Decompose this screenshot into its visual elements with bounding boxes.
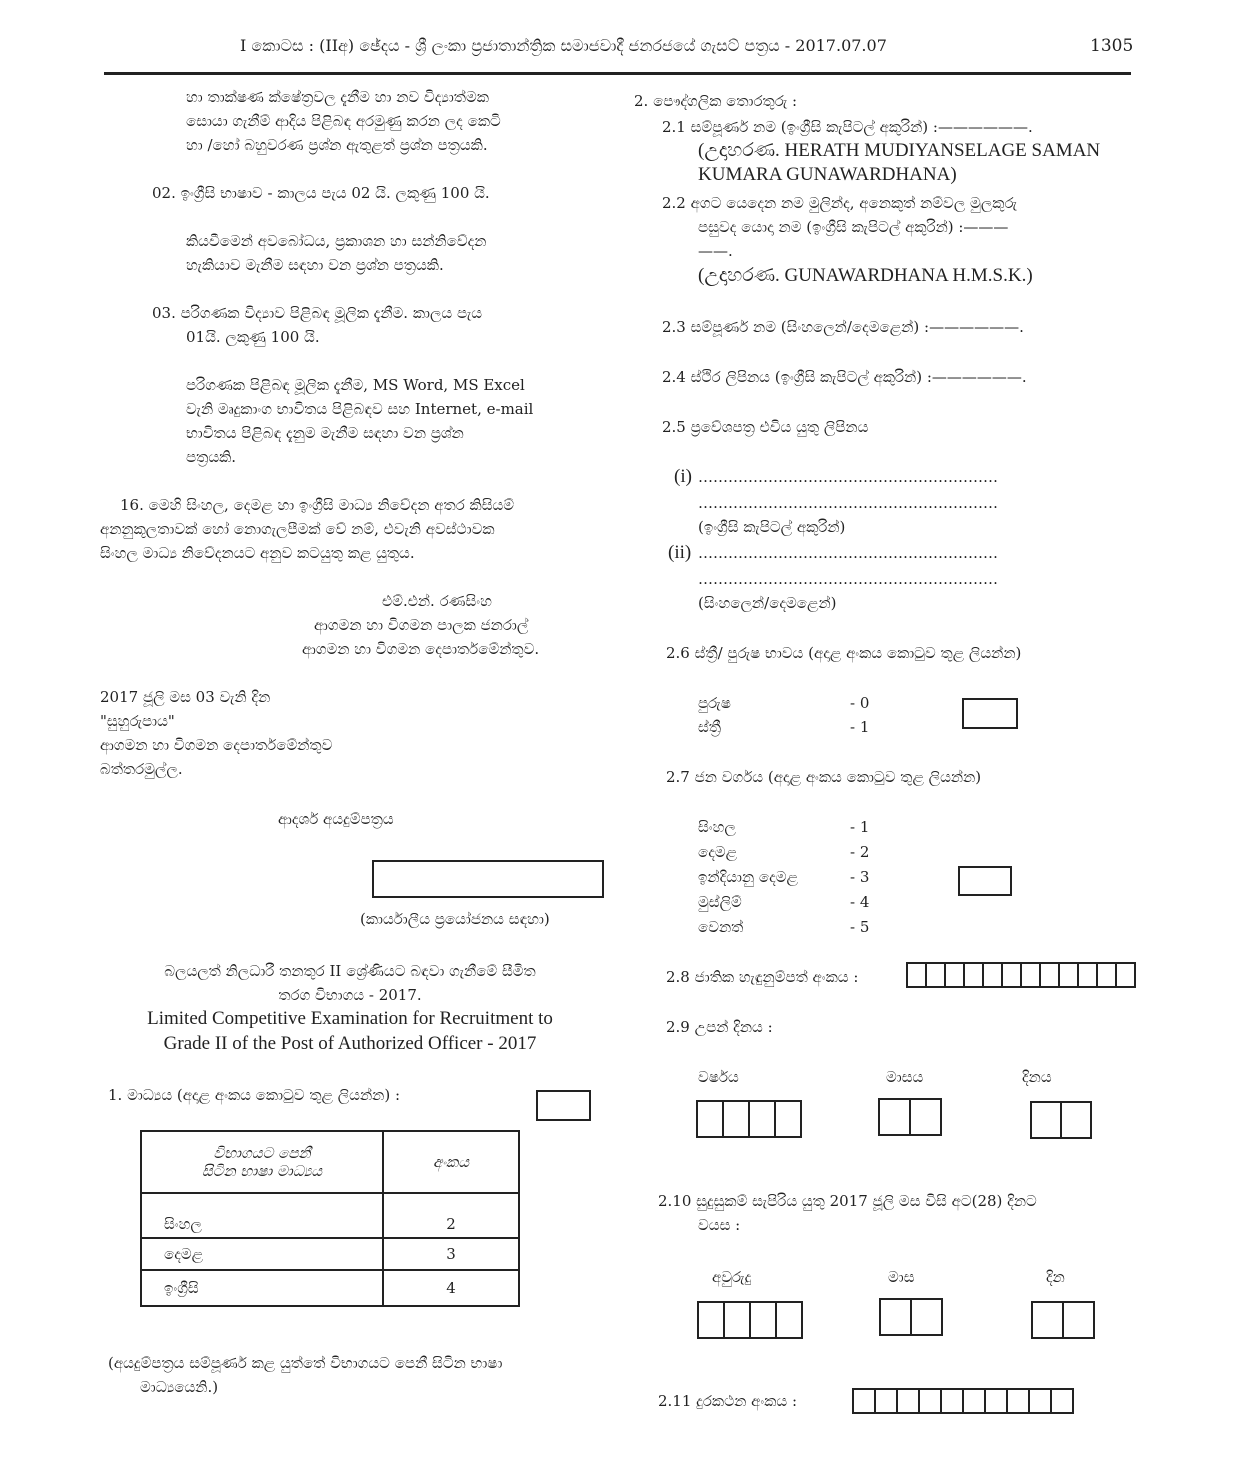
address-i-line[interactable]: …………………………………………………… xyxy=(698,494,998,512)
address-ii-line[interactable]: …………………………………………………… xyxy=(698,544,998,562)
ethnicity-option-label: දෙමළ xyxy=(698,843,738,861)
table-cell-code: 2 xyxy=(383,1193,519,1238)
item-02-desc: හැකියාව මැනීම සඳහා වන ප්‍රශ්න පත්‍රයකි. xyxy=(186,256,444,274)
phone-number-boxes[interactable] xyxy=(852,1388,1074,1414)
address-line: 2017 ජූලි මස 03 වැනි දින xyxy=(100,688,271,706)
medium-code-box[interactable] xyxy=(536,1090,591,1121)
address-ii-note: (සිංහලෙන්/දෙමළෙන්) xyxy=(698,594,837,612)
dob-day-label: දිනය xyxy=(1022,1068,1052,1086)
table-header-medium xyxy=(141,1131,383,1193)
page-number: 1305 xyxy=(1090,36,1134,56)
item-03-title: 01යි. ලකුණු 100 යි. xyxy=(186,328,320,346)
gender-option-code: - 0 xyxy=(850,694,870,712)
field-2-1-label: 2.1 සම්පූර්ණ නම (ඉංග්‍රීසි කැපිටල් අකුරින්) :——————. xyxy=(662,118,1033,136)
dob-day-boxes[interactable] xyxy=(1030,1101,1092,1139)
field-2-8-label: 2.8 ජාතික හැඳුනුම්පත් අංකය : xyxy=(666,968,859,986)
para-16: 16. මෙහි සිංහල, දෙමළ හා ඉංග්‍රීසි මාධ්‍ය නිවේදන අතර කිසියම් xyxy=(120,496,515,514)
item-03-desc: පරිගණක පිළිබඳ මූලික දැනීම, MS Word, MS Excel xyxy=(186,376,525,394)
office-use-label: (කාර්යාලීය ප්‍රයෝජනය සඳහා) xyxy=(360,910,550,928)
item-02-title: 02. ඉංග්‍රීසි භාෂාව - කාලය පැය 02 යි. ලකුණු 100 යි. xyxy=(152,184,490,202)
note-line: මාධ්‍යයෙනි.) xyxy=(140,1378,219,1396)
table-header-code: අංකය xyxy=(383,1131,519,1193)
field-2-2-label: 2.2 අගට යෙදෙන නම මුලින්ද, අනෙකුත් නම්වල මුලකුරු xyxy=(662,194,1017,212)
item-03-desc: වැනි මෘදුකාංග භාවිතය පිළිබඳව සහ Internet, e-mail xyxy=(186,400,534,418)
field-2-1-example: (උදාහරණ. HERATH MUDIYANSELAGE SAMAN xyxy=(698,140,1101,161)
table-cell-medium: ඉංග්‍රීසි xyxy=(141,1270,383,1306)
age-months-boxes[interactable] xyxy=(879,1298,943,1336)
table-header-line: සිටින භාෂා මාධ්‍යය xyxy=(201,1162,323,1180)
address-ii-label: (ii) xyxy=(668,542,692,563)
gazette-header-title: I කොටස : (IIඅ) ඡේදය - ශ්‍රී ලංකා ප්‍රජාතාන්ත්‍රික සමාජවාදී ජනරජයේ ගැසට් පත්‍රය - 2017.07.07 xyxy=(240,36,887,55)
field-2-7-label: 2.7 ජන වර්ගය (අදාළ අංකය කොටුව තුළ ලියන්න) xyxy=(666,768,982,786)
nic-number-boxes[interactable] xyxy=(906,962,1136,988)
ethnicity-option-label: සිංහල xyxy=(698,818,736,836)
field-2-10-label: 2.10 සුදුසුකම් සැපිරිය යුතු 2017 ජූලි මස විසි අට(28) දිනට xyxy=(658,1192,1037,1210)
gender-option-label: පුරුෂ xyxy=(698,694,731,712)
ethnicity-option-code: - 3 xyxy=(850,868,870,886)
field-2-2-example: (උදාහරණ. GUNAWARDHANA H.M.S.K.) xyxy=(698,265,1033,286)
note-line: (අයදුම්පත්‍රය සම්පූර්ණ කළ යුත්තේ විභාගයට පෙනී සිටින භාෂා xyxy=(108,1354,503,1372)
address-ii-line[interactable]: …………………………………………………… xyxy=(698,570,998,588)
exam-title-en: Grade II of the Post of Authorized Officer - 2017 xyxy=(163,1033,537,1054)
para-16: සිංහල මාධ්‍ය නිවේදනයට අනුව කටයුතු කළ යුතුය. xyxy=(100,544,415,562)
address-line: බත්තරමුල්ල. xyxy=(100,760,183,778)
para-16: අනනුකූලතාවක් හෝ නොගැලපීමක් වේ නම්, එවැනි අවස්ථාවක xyxy=(100,520,495,538)
field-2-3-label: 2.3 සම්පූර්ණ නම (සිංහලෙන්/දෙමළෙන්) :——————. xyxy=(662,318,1024,336)
table-cell-code: 3 xyxy=(383,1238,519,1270)
field-2-10-label: වයස : xyxy=(698,1216,741,1234)
field-2-11-label: 2.11 දුරකථන අංකය : xyxy=(658,1392,798,1410)
ethnicity-option-label: මුස්ලිම් xyxy=(698,893,742,911)
field-2-4-label: 2.4 ස්ථිර ලිපිනය (ඉංග්‍රීසි කැපිටල් අකුරින්) :——————. xyxy=(662,368,1027,386)
signature-dept: ආගමන හා විගමන දෙපාර්තමේන්තුව. xyxy=(302,640,540,658)
office-use-box xyxy=(372,860,604,898)
address-i-label: (i) xyxy=(674,466,692,487)
age-days-boxes[interactable] xyxy=(1031,1301,1095,1339)
gender-option-label: ස්ත්‍රී xyxy=(698,718,721,736)
item-03-desc: පත්‍රයකි. xyxy=(186,448,237,466)
age-days-label: දින xyxy=(1046,1268,1065,1286)
signature-name: එම්.එන්. රණසිංහ xyxy=(382,592,492,610)
address-i-line[interactable]: …………………………………………………… xyxy=(698,468,998,486)
field-2-6-label: 2.6 ස්ත්‍රී/ පුරුෂ භාවය (අදාළ අංකය කොටුව තුළ ලියන්න) xyxy=(666,644,1022,662)
ethnicity-option-code: - 4 xyxy=(850,893,870,911)
field-2-9-label: 2.9 උපන් දිනය : xyxy=(666,1018,773,1036)
ethnicity-option-label: ඉන්දියානු දෙමළ xyxy=(698,868,799,886)
item-02-desc: කියවීමෙන් අවබෝධය, ප්‍රකාශන හා සන්නිවේදන xyxy=(186,232,487,250)
ethnicity-option-code: - 5 xyxy=(850,918,870,936)
paragraph-line: හා තාක්ෂණ ක්ෂේත්‍රවල දැනීම හා නව විද්‍යාත්මක xyxy=(186,88,489,106)
gender-option-code: - 1 xyxy=(850,718,870,736)
ethnicity-option-code: - 1 xyxy=(850,818,870,836)
dob-year-boxes[interactable] xyxy=(696,1100,802,1138)
gender-code-box[interactable] xyxy=(962,698,1018,729)
address-line: ආගමන හා විගමන දෙපාර්තමේන්තුව xyxy=(100,736,333,754)
form-title: ආදර්ශ අයදුම්පත්‍රය xyxy=(278,810,394,828)
dob-year-label: වර්ෂය xyxy=(698,1068,739,1086)
field-2-2-label: ——. xyxy=(698,242,733,260)
signature-title: ආගමන හා විගමන පාලක ජනරාල් xyxy=(314,616,529,634)
item-03-desc: භාවිතය පිළිබඳ දැනුම මැනීම සඳහා වන ප්‍රශ්න xyxy=(186,424,464,442)
header-rule xyxy=(104,72,1131,75)
dob-month-label: මාසය xyxy=(886,1068,924,1086)
exam-title-si: බලයලත් නිලධාරී තනතුර II ශ්‍රේණියට බඳවා ගැනීමේ සීමිත xyxy=(164,962,536,980)
paragraph-line: සොයා ගැනීම් ආදිය පිළිබඳ අරමුණු කරන ලද කෙටි xyxy=(186,112,501,130)
ethnicity-option-label: වෙනත් xyxy=(698,918,744,936)
table-cell-medium: දෙමළ xyxy=(141,1238,383,1270)
paragraph-line: හා /හෝ බහුවරණ ප්‍රශ්න ඇතුළත් ප්‍රශ්න පත්‍රයකි. xyxy=(186,136,488,154)
address-line: "සුහුරුපාය" xyxy=(100,712,175,730)
medium-table xyxy=(140,1130,520,1307)
question-1-medium: 1. මාධ්‍යය (අදාළ අංකය කොටුව තුළ ලියන්න) : xyxy=(108,1086,400,1104)
ethnicity-option-code: - 2 xyxy=(850,843,870,861)
field-2-1-example: KUMARA GUNAWARDHANA) xyxy=(698,164,957,185)
exam-title-si: තරග විභාගය - 2017. xyxy=(278,986,422,1004)
age-years-label: අවුරුදු xyxy=(712,1268,752,1286)
address-i-note: (ඉංග්‍රීසි කැපිටල් අකුරින්) xyxy=(698,518,846,536)
section-2-title: 2. පෞද්ගලික තොරතුරු : xyxy=(634,92,798,110)
table-cell-code: 4 xyxy=(383,1270,519,1306)
item-03-title: 03. පරිගණක විද්‍යාව පිළිබඳ මූලික දැනීම. කාලය පැය xyxy=(152,304,483,322)
table-header-line: විභාගයට පෙනී xyxy=(213,1144,311,1162)
field-2-5-label: 2.5 ප්‍රවේශපත්‍ර එවිය යුතු ලිපිනය xyxy=(662,418,869,436)
age-months-label: මාස xyxy=(888,1268,915,1286)
ethnicity-code-box[interactable] xyxy=(958,866,1012,896)
field-2-2-label: පසුවද යොදා නම (ඉංග්‍රීසි කැපිටල් අකුරින්) :——— xyxy=(698,218,1009,236)
table-cell-medium: සිංහල xyxy=(141,1193,383,1238)
exam-title-en: Limited Competitive Examination for Recruitment to xyxy=(147,1008,553,1029)
age-years-boxes[interactable] xyxy=(697,1301,803,1339)
dob-month-boxes[interactable] xyxy=(878,1098,942,1136)
